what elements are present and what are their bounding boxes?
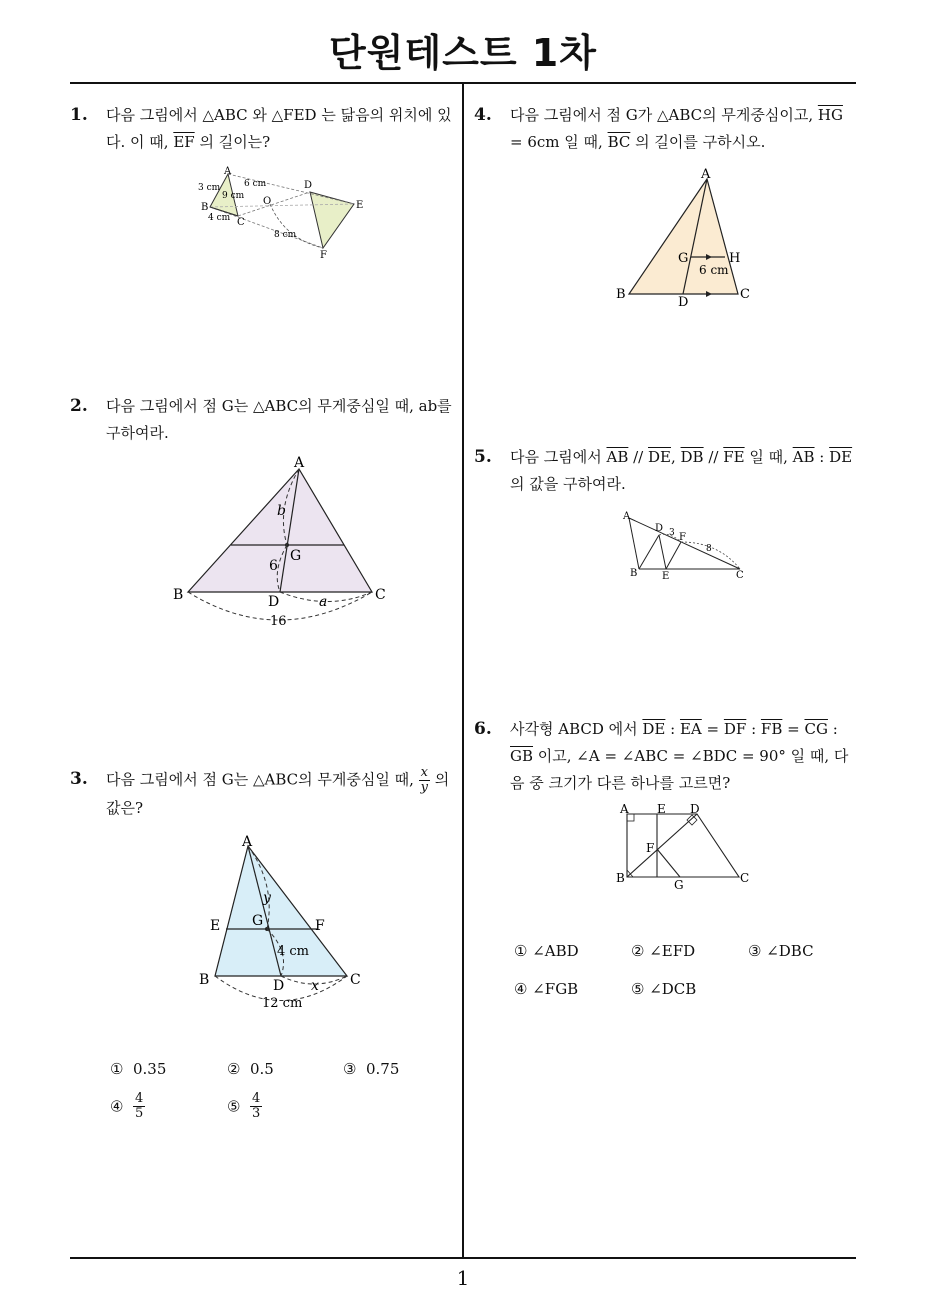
question-text: 다음 그림에서 점 G는 △ABC의 무게중심일 때, ab를 구하여라. <box>106 397 452 442</box>
question-3 <box>70 766 456 822</box>
question-4 <box>474 102 860 156</box>
q3-label-12cm: 12 cm <box>262 996 303 1011</box>
q1-len-3: 3 cm <box>198 183 221 193</box>
q6-figure <box>612 804 760 892</box>
q2-label-B: B <box>173 587 184 603</box>
q1-label-C: C <box>237 217 245 228</box>
q3-choice-3[interactable]: ③ 0.75 <box>343 1060 400 1078</box>
q3-label-4cm: 4 cm <box>277 944 310 959</box>
q5-label-A: A <box>623 511 631 522</box>
question-number: 3. <box>70 769 88 789</box>
q6-choice-2[interactable]: ② ∠EFD <box>631 942 696 960</box>
q5-label-E: E <box>662 571 670 582</box>
q5-label-F: F <box>679 532 686 543</box>
q6-choice-4[interactable]: ④ ∠FGB <box>514 980 579 998</box>
q2-label-A: A <box>294 455 305 471</box>
q1-figure <box>190 164 370 262</box>
q2-label-b: b <box>277 503 286 519</box>
question-number: 2. <box>70 396 88 416</box>
q2-label-16: 16 <box>270 614 287 629</box>
q6-label-E: E <box>657 804 666 816</box>
q4-figure <box>612 164 762 310</box>
q4-label-G: G <box>678 251 689 266</box>
question-6 <box>474 716 860 797</box>
q2-label-D: D <box>268 594 280 610</box>
q6-label-F: F <box>646 841 655 855</box>
q6-label-D: D <box>690 804 700 816</box>
q3-label-B: B <box>199 972 210 988</box>
q4-label-6cm: 6 cm <box>699 263 729 277</box>
question-text: 사각형 ABCD 에서 $\overline{DE}$ : $\overline{EA} = \overline{DF}$ : $\overline{FB} = \overline{CG}$ : $\overline{GB}$ 이고, ∠A = ∠ABC = ∠BDC = 90° 일 때, 다음 중 크기가 다른 하나를 고르면? <box>510 720 849 792</box>
q2-label-C: C <box>375 587 386 603</box>
q1-label-O: O <box>263 196 272 207</box>
q6-label-G: G <box>674 878 684 892</box>
q6-label-A: A <box>620 804 629 816</box>
page-number: 1 <box>456 1266 470 1290</box>
question-number: 4. <box>474 105 492 125</box>
q1-len-9: 9 cm <box>222 191 245 201</box>
q3-figure <box>196 830 376 1015</box>
q1-label-E: E <box>356 200 364 211</box>
q4-label-H: H <box>729 251 741 266</box>
q2-label-6: 6 <box>269 558 278 574</box>
q1-label-D: D <box>304 180 313 191</box>
q5-label-8: 8 <box>706 544 712 554</box>
bottom-rule <box>70 1257 856 1259</box>
q1-len-8: 8 cm <box>274 230 297 240</box>
q1-len-6: 6 cm <box>244 179 267 189</box>
question-1 <box>70 102 456 156</box>
question-5 <box>474 444 860 498</box>
question-text: 다음 그림에서 △ABC 와 △FED 는 닮음의 위치에 있다. 이 때, $\overline{EF}$ 의 길이는? <box>106 106 452 151</box>
page-title: 단원테스트 1차 <box>329 31 597 75</box>
q4-label-A: A <box>701 167 711 182</box>
q5-label-3: 3 <box>669 528 675 538</box>
q3-choice-5[interactable]: ⑤ $\frac{4}{3}$ <box>227 1091 261 1121</box>
q1-label-A: A <box>224 166 232 177</box>
question-text: 다음 그림에서 점 G가 △ABC의 무게중심이고, $\overline{HG} = 6cm$ 일 때, $\overline{BC}$ 의 길이를 구하시오. <box>510 106 843 151</box>
q3-label-E: E <box>210 918 221 934</box>
column-divider <box>462 84 464 1257</box>
q1-label-B: B <box>201 202 209 213</box>
q3-choice-4[interactable]: ④ $\frac{4}{5}$ <box>110 1091 144 1121</box>
q6-label-B: B <box>616 871 625 885</box>
q1-len-4: 4 cm <box>208 213 231 223</box>
q6-choice-5[interactable]: ⑤ ∠DCB <box>631 980 697 998</box>
q3-choice-2[interactable]: ② 0.5 <box>227 1060 274 1078</box>
question-number: 1. <box>70 105 88 125</box>
q6-choice-1[interactable]: ① ∠ABD <box>514 942 579 960</box>
q3-label-x: x <box>311 978 319 994</box>
question-text: 다음 그림에서 점 G는 △ABC의 무게중심일 때, $\frac{x}{y}$ 의 값은? <box>106 765 450 817</box>
q5-label-B: B <box>630 568 638 579</box>
q1-label-F: F <box>320 250 327 261</box>
q6-label-C: C <box>740 871 750 885</box>
q5-figure <box>618 506 752 584</box>
question-2 <box>70 393 456 447</box>
question-number: 5. <box>474 447 492 467</box>
q4-label-B: B <box>616 287 626 302</box>
q4-label-C: C <box>740 287 750 302</box>
q3-label-y: y <box>263 890 271 906</box>
fraction-x-over-y: $\frac{x}{y}$ <box>420 765 428 795</box>
q2-figure <box>168 453 398 631</box>
q4-label-D: D <box>678 295 689 310</box>
q3-choice-1[interactable]: ① 0.35 <box>110 1060 167 1078</box>
q3-label-C: C <box>350 972 361 988</box>
q3-label-D: D <box>273 978 285 994</box>
q2-label-a: a <box>319 594 328 610</box>
q5-label-C: C <box>736 570 744 581</box>
q3-label-A: A <box>242 834 253 850</box>
q3-label-G: G <box>252 913 264 929</box>
q6-choice-3[interactable]: ③ ∠DBC <box>748 942 814 960</box>
q5-label-D: D <box>655 523 664 534</box>
question-text: 다음 그림에서 $\overline{AB} // \overline{DE}$, $\overline{DB} // \overline{FE}$ 일 때, $\overline{AB}$ : $\overline{DE}$ 의 값을 구하여라. <box>510 448 853 493</box>
q3-label-F: F <box>315 918 325 934</box>
q2-label-G: G <box>290 548 302 564</box>
question-number: 6. <box>474 719 492 739</box>
